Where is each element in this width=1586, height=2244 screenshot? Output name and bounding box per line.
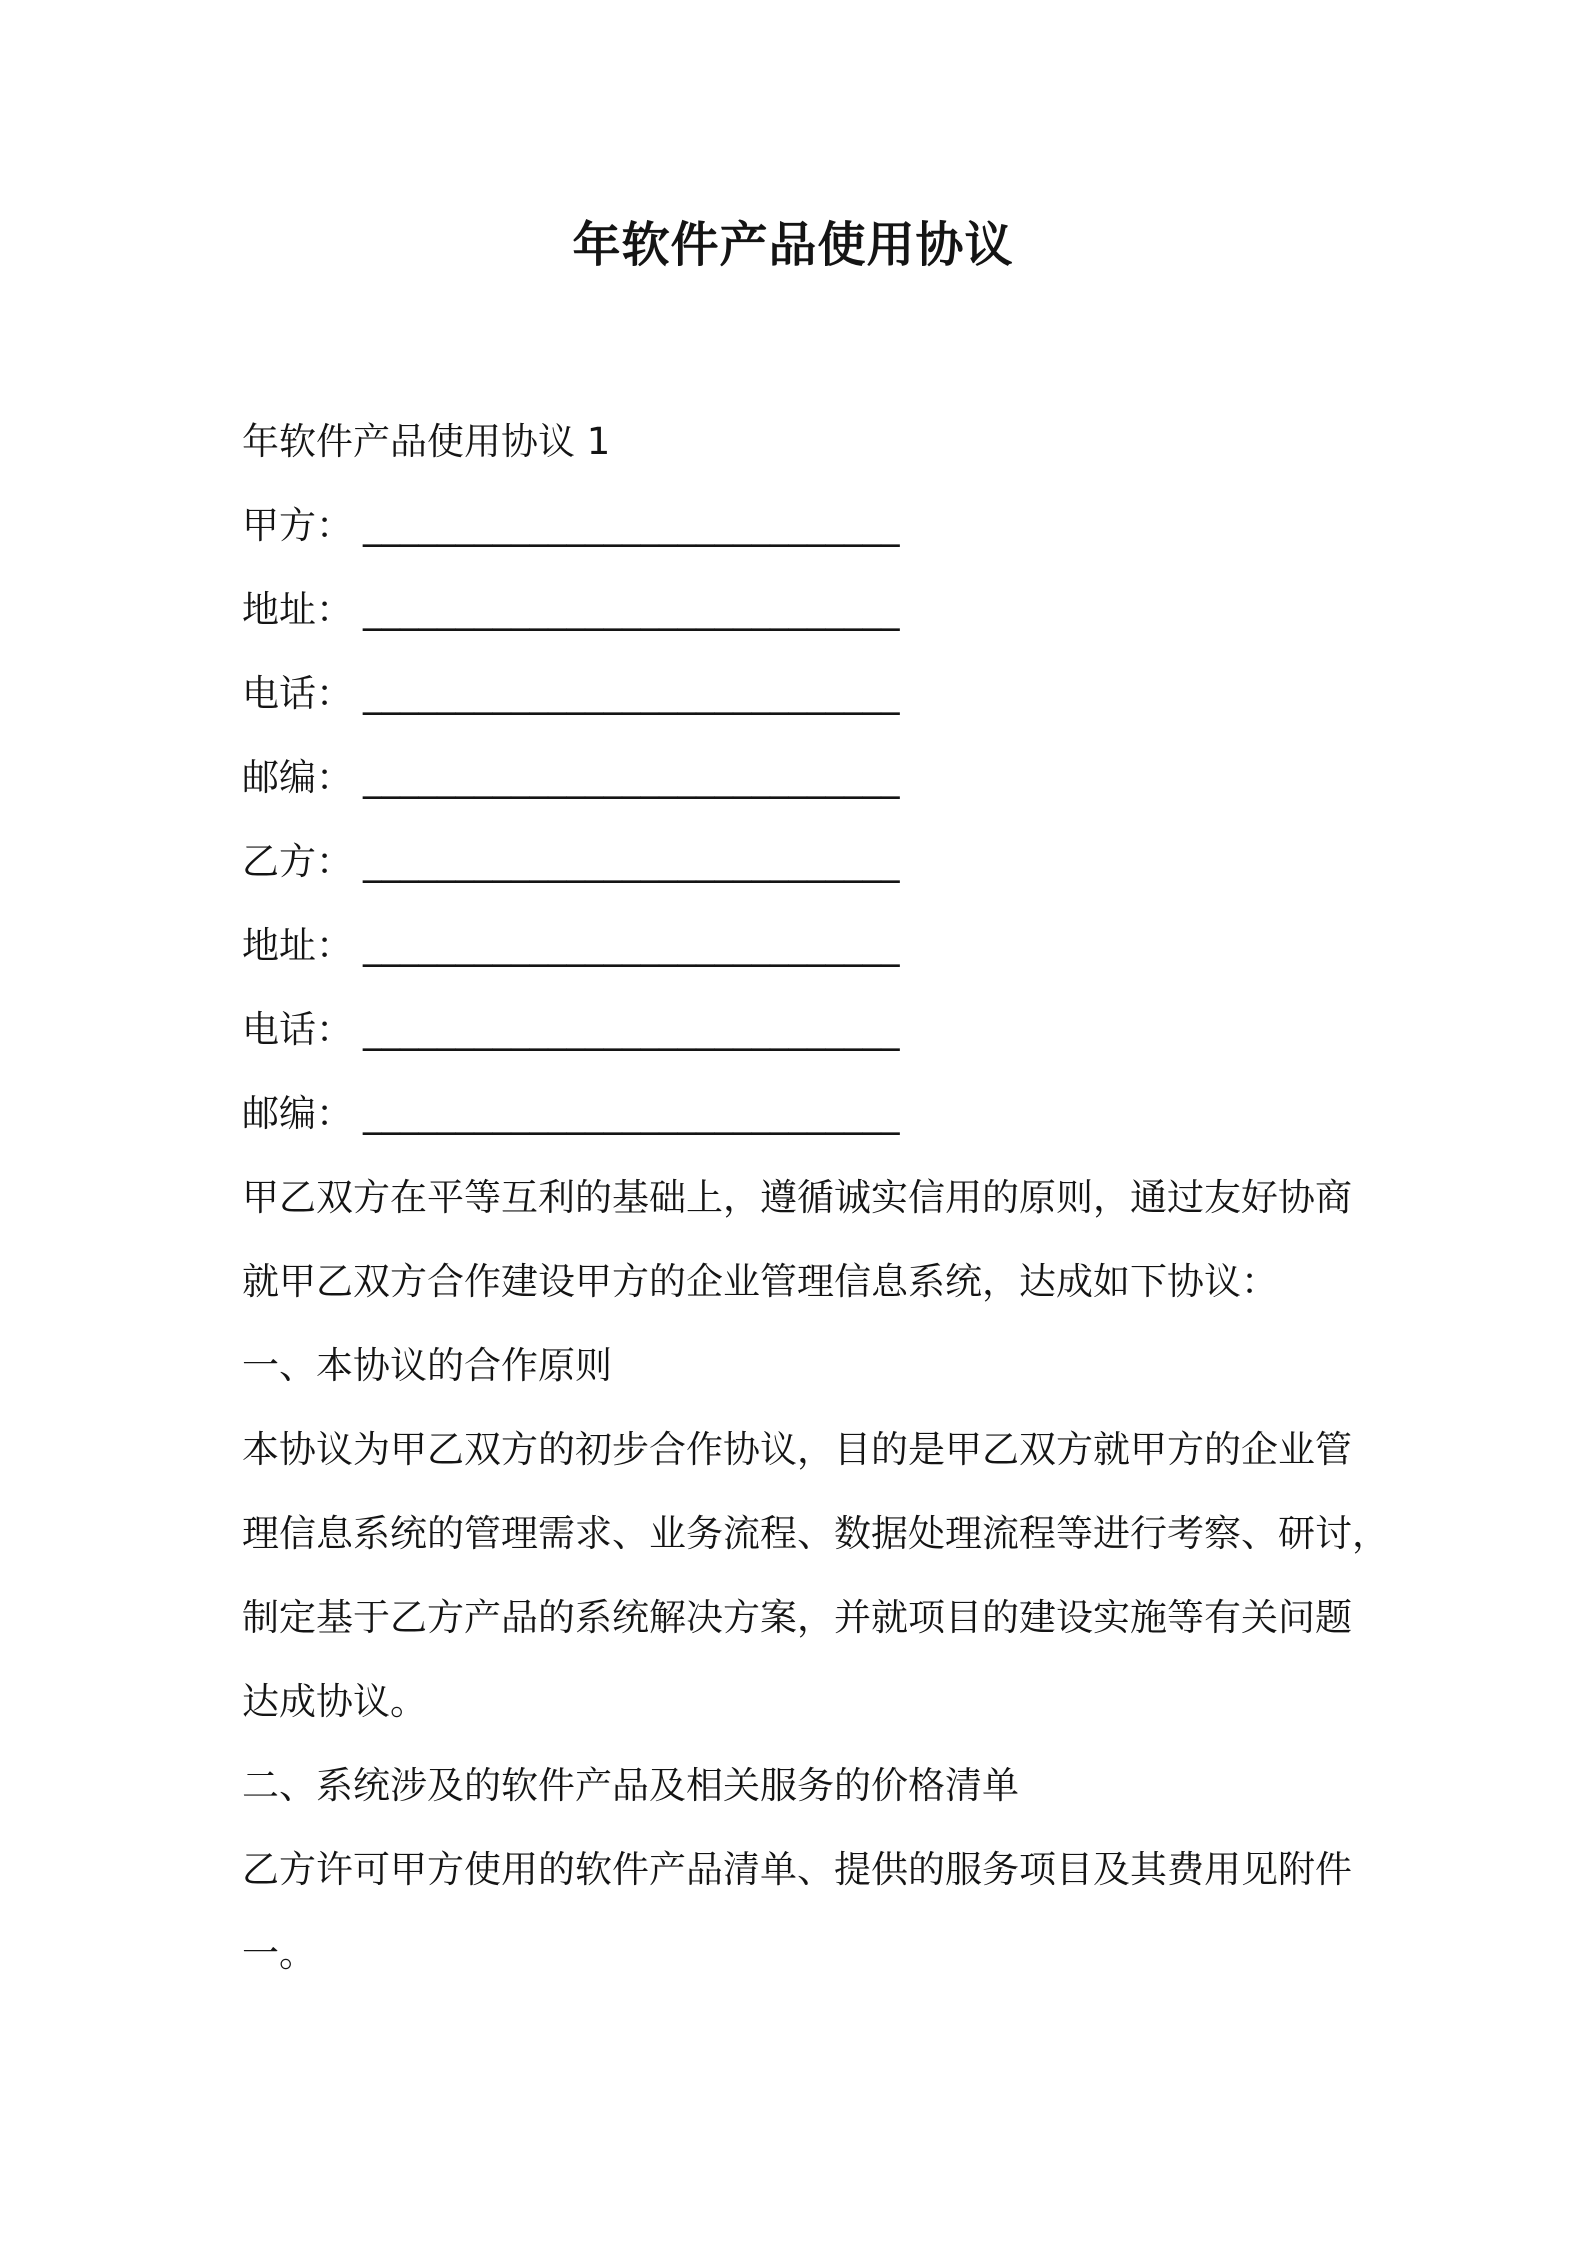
party-b-address-blank: _____________________________	[363, 924, 900, 967]
section1-line: 达成协议。	[242, 1680, 427, 1723]
party-b-phone-label: 电话：	[242, 1008, 353, 1051]
party-b-name-row	[242, 836, 900, 888]
party-a-name-row	[242, 500, 900, 552]
party-b-address-row	[242, 920, 900, 972]
party-a-phone-label: 电话：	[242, 672, 353, 715]
party-b-phone-blank: _____________________________	[363, 1008, 900, 1051]
party-a-phone-blank: _____________________________	[363, 672, 900, 715]
section1-heading: 一、本协议的合作原则	[242, 1344, 612, 1387]
party-b-postcode-row	[242, 1088, 900, 1140]
party-a-address-row	[242, 584, 900, 636]
section1-line: 制定基于乙方产品的系统解决方案，并就项目的建设实施等有关问题	[242, 1596, 1352, 1639]
section2-line: 一。	[242, 1932, 316, 1975]
document-subtitle: 年软件产品使用协议 1	[242, 420, 611, 463]
intro-line: 甲乙双方在平等互利的基础上，遵循诚实信用的原则，通过友好协商	[242, 1176, 1352, 1219]
party-a-postcode-label: 邮编：	[242, 756, 353, 799]
party-b-name-label: 乙方：	[242, 840, 353, 883]
document-title: 年软件产品使用协议	[572, 217, 1014, 273]
party-b-address-label: 地址：	[242, 924, 353, 967]
party-a-phone-row	[242, 668, 900, 720]
party-a-postcode-row	[242, 752, 900, 804]
party-b-postcode-label: 邮编：	[242, 1092, 353, 1135]
party-a-address-blank: _____________________________	[363, 588, 900, 631]
section2-heading: 二、系统涉及的软件产品及相关服务的价格清单	[242, 1764, 1019, 1807]
party-a-name-label: 甲方：	[242, 504, 353, 547]
section2-line: 乙方许可甲方使用的软件产品清单、提供的服务项目及其费用见附件	[242, 1848, 1352, 1891]
party-a-name-blank: _____________________________	[363, 504, 900, 547]
section1-line: 本协议为甲乙双方的初步合作协议，目的是甲乙双方就甲方的企业管	[242, 1428, 1352, 1471]
party-a-address-label: 地址：	[242, 588, 353, 631]
party-b-name-blank: _____________________________	[363, 840, 900, 883]
party-a-postcode-blank: _____________________________	[363, 756, 900, 799]
section1-line: 理信息系统的管理需求、业务流程、数据处理流程等进行考察、研讨，	[242, 1512, 1389, 1555]
intro-line: 就甲乙双方合作建设甲方的企业管理信息系统，达成如下协议：	[242, 1260, 1278, 1303]
party-b-postcode-blank: _____________________________	[363, 1092, 900, 1135]
party-b-phone-row	[242, 1004, 900, 1056]
